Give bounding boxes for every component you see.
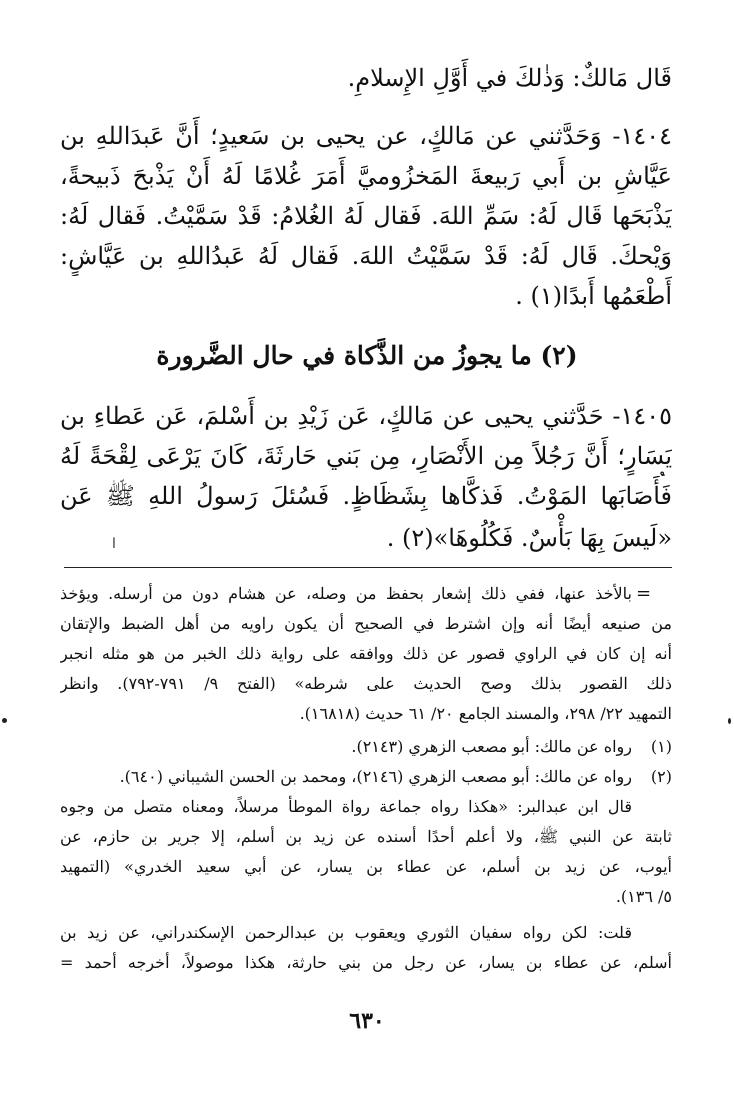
continuation-marker: = (636, 583, 652, 604)
hadith-1405-line-2: يَسَارٍ؛ أَنَّ رَجُلاً مِن الأَنْصَارِ، مِن بَني حَارثَةَ، كَانَ يَرْعَى لِقْحَةً لَهُ (60, 442, 672, 470)
hadith-1404-line-4: وَيْحكَ. قَال لَهُ: قَدْ سَمَّيْتُ اللهَ. فَقال لَهُ عَبدُاللهِ بن عَيَّاشٍ: (60, 242, 672, 270)
footnote-continuation-line-2: من صنيعه أيضًا أنه وإن اشترط في الصحيح أن يكون راويه من أهل الضبط والإتقان (60, 614, 672, 633)
footnote-2-line-2: قال ابن عبدالبر: «هكذا رواه جماعة رواة الموطأ مرسلاً، ومعناه متصل من وجوه (60, 797, 632, 816)
footnote-continuation-line-4: ذلك القصور بذلك وصح الحديث على شرطه» (الفتح ٩/ ٧٩١-٧٩٢). وانظر (60, 674, 672, 693)
hadith-1404-line-3: يَذْبَحَها قَال لَهُ: سَمِّ اللهَ. فَقال لَهُ الغُلامُ: قَدْ سَمَّيْتُ. فَقال لَهُ: (60, 202, 672, 230)
footnote-2-line-6: قلت: لكن رواه سفيان الثوري ويعقوب بن عبدالرحمن الإسكندراني، عن زيد بن (60, 923, 632, 942)
footnote-1-text: رواه عن مالك: أبو مصعب الزهري (٢١٤٣). (351, 737, 632, 756)
footnote-continuation-line-5: التمهيد ٢٢/ ٢٩٨، والمسند الجامع ٢٠/ ٦١ حديث (١٦٨١٨). (299, 704, 672, 723)
page-number: ٦٣٠ (349, 1008, 385, 1034)
text-line-malik-remark: قَال مَالكٌ: وَذٰلكَ في أَوَّلِ الإِسلامِ. (347, 64, 672, 92)
scan-artifact (728, 718, 731, 724)
footnote-2-line-7: أسلم، عن عطاء بن يسار، عن رجل من بني حارثة، هكذا موصولاً، أخرجه أحمد = (60, 953, 672, 972)
footnote-2-text: رواه عن مالك: أبو مصعب الزهري (٢١٤٦)، ومحمد بن الحسن الشيباني (٦٤٠). (119, 767, 632, 786)
footnote-separator (64, 567, 672, 568)
stray-mark: ا (112, 536, 116, 552)
footnote-continuation-line-3: أنه إن كان في الراوي قصور عن ذلك ووافقه على رواية ذلك الخبر من هو مثله انجبر (60, 644, 672, 663)
footnote-continuation-line-1: بالأخذ عنها، ففي ذلك إشعار بحفظ من وصله، عن هشام دون من أرسله. ويؤخذ (60, 584, 632, 603)
footnote-2-line-3: ثابتة عن النبي ﷺ، ولا أعلم أحدًا أسنده عن زيد بن أسلم، إلا جرير بن حازم، عن (60, 827, 672, 846)
hadith-1405-line-3: فَأَصَابَها المَوْتُ. فَذكَّاها بِشَظَاظٍ. فَسُئلَ رَسولُ اللهِ ﷺ عَن (60, 482, 672, 510)
footnote-2-label: (٢) (650, 767, 672, 786)
scan-artifact (2, 718, 7, 723)
hadith-1404-line-1: ١٤٠٤- وَحَدَّثني عن مَالكٍ، عن يحيى بن سَعيدٍ؛ أَنَّ عَبدَاللهِ بن (60, 122, 672, 150)
hadith-1404-line-2: عَيَّاشِ بن أَبي رَبيعةَ المَخزُوميَّ أَمَرَ غُلامًا لَهُ أَنْ يَذْبحَ ذَبيحةً، (60, 162, 672, 190)
footnote-2-line-4: أيوب، عن زيد بن أسلم، عن عطاء بن يسار، عن أبي سعيد الخدري» (التمهيد (60, 857, 672, 876)
footnote-2-line-5: ٥/ ١٣٦). (615, 887, 672, 906)
hadith-1405-line-4: «لَيسَ بِهَا بَأْسٌ. فَكُلُوهَا»(٢) . (386, 524, 672, 552)
footnote-1-label: (١) (650, 737, 672, 756)
hadith-1405-line-1: ١٤٠٥- حَدَّثني يحيى عن مَالكٍ، عَن زَيْدِ بن أَسْلمَ، عَن عَطاءِ بن (60, 402, 672, 430)
hadith-1404-line-5: أَطْعَمُها أَبدًا(١) . (515, 282, 672, 310)
section-heading: (٢) ما يجوزُ من الذَّكاة في حال الضَّرورة (156, 341, 578, 370)
